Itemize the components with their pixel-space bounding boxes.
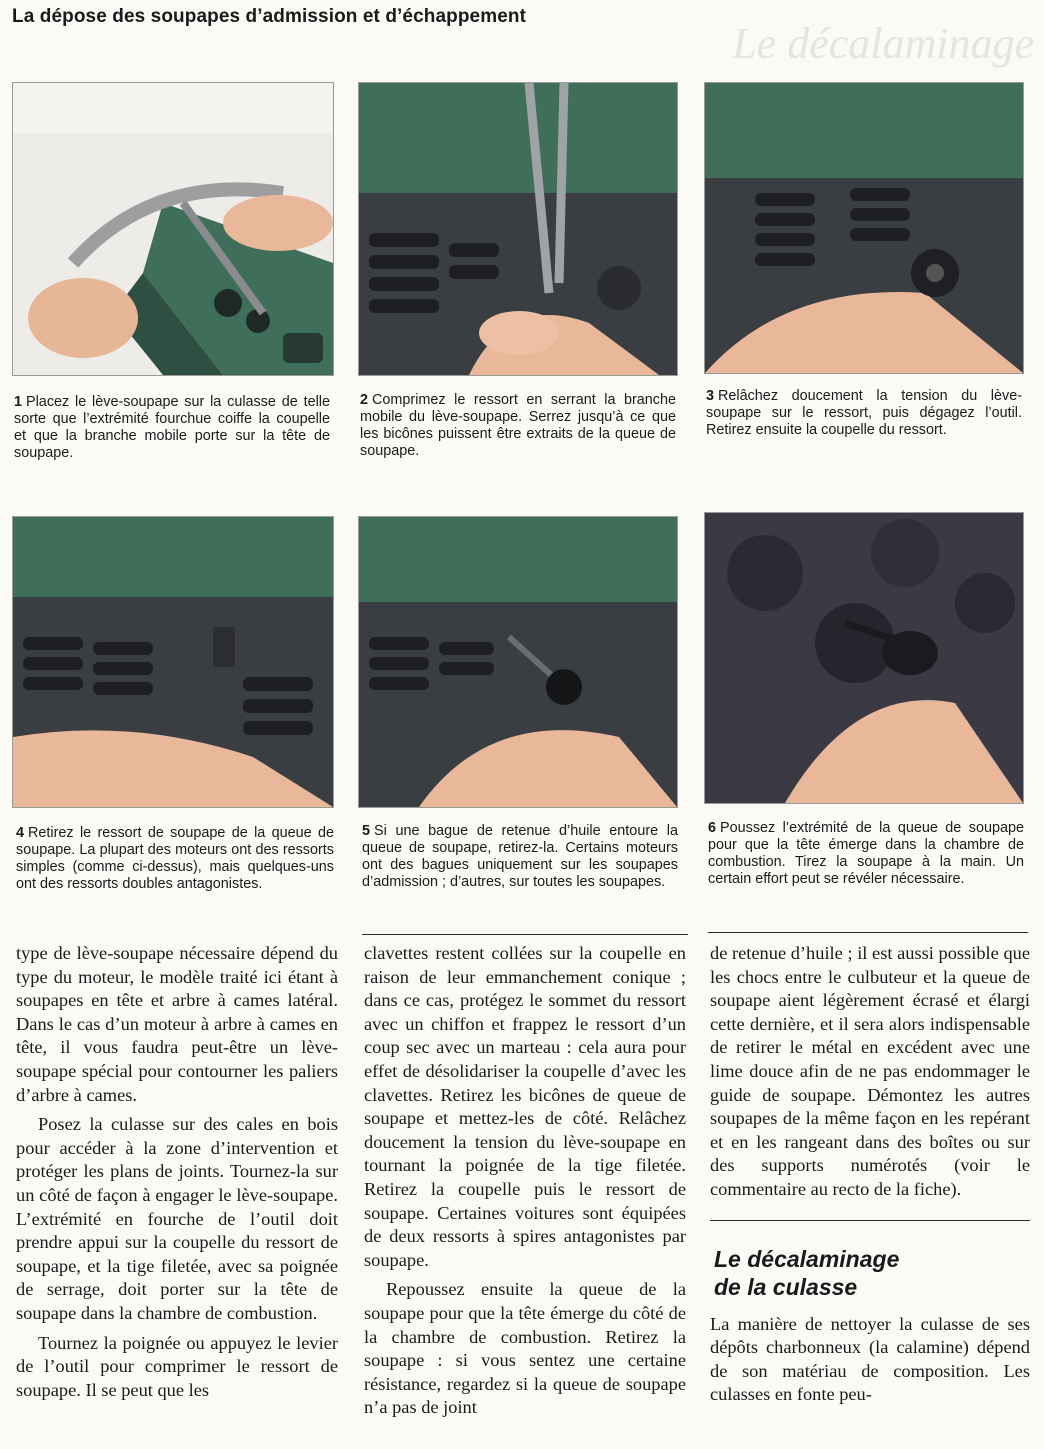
caption-step-5: [362, 823, 678, 891]
column-rule-3: [708, 932, 1028, 933]
photo-step-2: [358, 82, 678, 376]
section-title-line-2: de la culasse: [714, 1273, 858, 1300]
photo-step-4: [12, 516, 334, 808]
step-number: 2: [360, 392, 369, 408]
step-text: Si une bague de retenue d’huile entoure la queue de soupape, retirez-la. Certains moteurs ont des bagues uniquement sur les soupapes d’admission ; d’autres, sur toutes les soupapes.: [362, 823, 678, 890]
step-text: Poussez l’extrémité de la queue de soupape pour que la tête émerge dans la chambre de combustion. Tirez la soupape à la main. Un certain effort peut se révéler nécessaire.: [708, 820, 1024, 887]
step-text: Placez le lève-soupape sur la culasse de telle sorte que l’extrémité fourchue coiffe la coupelle et que la branche mobile porte sur la tête de soupape.: [14, 394, 330, 461]
photo-step-5: [358, 516, 678, 808]
step-number: 5: [362, 823, 371, 839]
caption-step-4: [16, 825, 334, 893]
body-paragraph: de retenue d’huile ; il est aussi possible que les chocs entre le culbuteur et la queue de soupape aient légèrement écrasé et élargi cette dernière, et il sera alors indispensable de retirer le métal en excédent avec une lime douce afin de ne pas endommager le guide de soupape. Démontez les autres soupapes de la même façon en les repérant et en les rangeant dans des boîtes ou sur des supports numérotés (voir le commentaire au recto de la fiche).: [710, 943, 1030, 1199]
step-number: 3: [706, 388, 715, 404]
caption-step-1: [14, 394, 330, 462]
body-column-2: [364, 942, 686, 1420]
step-text: Relâchez doucement la tension du lève-soupape sur le ressort, puis dégagez l’outil. Retirez ensuite la coupelle du ressort.: [706, 388, 1022, 438]
body-paragraph: Repoussez ensuite la queue de la soupape pour que la tête émerge du côté de la chambre de combustion. Retirez la soupape : si vous sentez une certaine résistance, regardez si la queue de soupape n’a pas de joint: [364, 1279, 686, 1418]
section-title: [714, 1235, 1030, 1301]
body-paragraph: La manière de nettoyer la culasse de ses dépôts charbonneux (la calamine) dépend de son matériau de composition. Les culasses en fonte peu-: [710, 1313, 1030, 1405]
step-number: 4: [16, 825, 25, 841]
section-title-line-1: Le décalaminage: [714, 1245, 900, 1272]
column-rule-2: [362, 934, 688, 935]
photo-step-6: [704, 512, 1024, 804]
body-paragraph: clavettes restent collées sur la coupelle en raison de leur emmanchement conique ; dans ce cas, protégez le sommet du ressort avec un chiffon et frappez le ressort d’un coup sec avec un marteau : cela aura pour effet de désolidariser la coupelle d’avec les clavettes. Retirez les bicônes de queue de soupape et mettez-les de côté. Relâchez doucement la tension du lève-soupape en tournant la poignée de la tige filetée. Retirez la coupelle puis le ressort de soupape. Certaines voitures sont équipées de deux ressorts à spires antagonistes par soupape.: [364, 943, 686, 1270]
body-paragraph: Posez la culasse sur des cales en bois pour accéder à la zone d’intervention et protéger les plans de joints. Tournez-la sur un côté de façon à engager le lève-soupape. L’extrémité en fourche de l’outil doit prendre appui sur la coupelle du ressort de soupape, et la tige filetée, avec sa poignée de serrage, doit porter sur la tête de soupape dans la chambre de combustion.: [16, 1114, 338, 1323]
section-rule: [710, 1220, 1030, 1221]
body-column-1: [16, 942, 338, 1402]
body-paragraph: Tournez la poignée ou appuyez le levier de l’outil pour comprimer le ressort de soupape. Il se peut que les: [16, 1332, 338, 1400]
step-number: 6: [708, 820, 717, 836]
caption-step-3: [706, 388, 1022, 439]
caption-step-6: [708, 820, 1024, 888]
step-text: Retirez le ressort de soupape de la queue de soupape. La plupart des moteurs ont des ressorts simples (comme ci-dessus), mais quelques-uns ont des ressorts doubles antagonistes.: [16, 825, 334, 892]
body-paragraph: type de lève-soupape nécessaire dépend du type du moteur, le modèle traité ici étant à soupapes en tête et arbre à cames latéral. Dans le cas d’un moteur à arbre à cames en tête, il vous faudra peut-être un lève-soupape spécial pour contourner les paliers d’arbre à cames.: [16, 943, 338, 1105]
photo-step-1: [12, 82, 334, 376]
step-number: 1: [14, 394, 23, 410]
body-column-3: [710, 942, 1030, 1407]
caption-step-2: [360, 392, 676, 460]
step-text: Comprimez le ressort en serrant la branche mobile du lève-soupape. Serrez jusqu’à ce que les bicônes puissent être extraits de la queue de soupape.: [360, 392, 676, 459]
photo-step-3: [704, 82, 1024, 374]
ghost-title-bleedthrough: Le décalaminage: [732, 19, 1034, 68]
page-title: La dépose des soupapes d’admission et d’échappement: [12, 6, 527, 27]
